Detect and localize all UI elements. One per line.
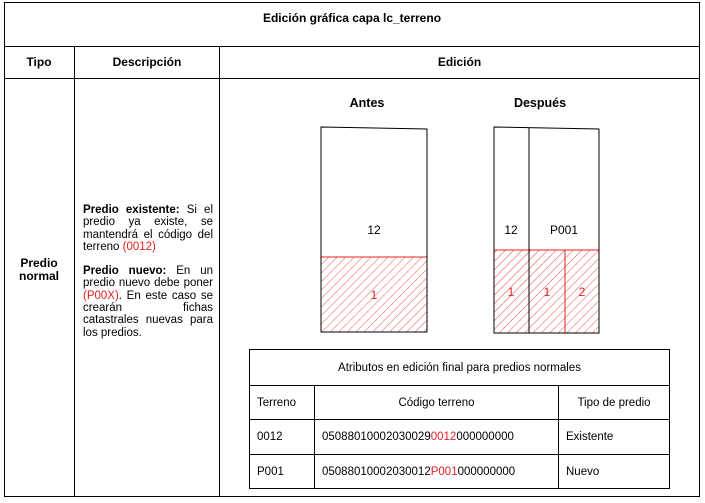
attributes-title: Atributos en edición final para predios normales [250,350,670,386]
header-edicion: Edición [437,55,482,69]
despues-parcel-left-label: 12 [504,223,518,237]
col-header-tipo: Tipo de predio [559,386,670,420]
col-divider-1 [74,46,75,497]
attributes-title-row [250,350,670,386]
description-existente: Predio existente: Si el predio ya existe, se mantendrá el código del terreno (0012) [83,204,213,253]
tipo-value: Predio normal [18,256,59,283]
row-tipo: Nuevo [559,455,670,489]
antes-hatch-label: 1 [370,288,378,302]
header-tipo: Tipo [26,55,52,69]
frame-top [4,2,700,3]
frame-left [4,2,5,497]
col-header-codigo: Código terreno [315,386,559,420]
despues-parcel-right-label: P001 [549,223,579,237]
despues-parcel [494,127,599,333]
despues-label: Después [513,96,567,110]
antes-parcel [321,127,427,332]
rule-title [4,46,700,47]
antes-parcel-label: 12 [367,223,381,237]
attributes-header-row [250,386,670,420]
row-terreno: P001 [250,455,315,489]
row-tipo: Existente [559,420,670,455]
description-nuevo: Predio nuevo: En un predio nuevo debe poner (P00X). En este caso se crearán fichas catastrales nuevas para los predios. [83,265,213,339]
page-title: Edición gráfica capa lc_terreno [262,11,442,25]
description [83,204,213,351]
despues-hatch-label-2: 1 [543,285,551,299]
despues-hatch-label-1: 1 [507,285,515,299]
frame-bottom [4,496,700,497]
table-row [250,420,670,455]
antes-label: Antes [349,96,385,110]
table-row [250,455,670,489]
despues-hatch-label-3: 2 [578,285,586,299]
attributes-table [249,349,670,489]
header-descripcion: Descripción [112,55,182,69]
row-codigo: 050880100020300290012000000000 [315,420,559,455]
frame-right [699,2,700,497]
parcel-diagram [220,79,699,349]
row-codigo: 05088010002030012P001000000000 [315,455,559,489]
col-header-terreno: Terreno [250,386,315,420]
row-terreno: 0012 [250,420,315,455]
